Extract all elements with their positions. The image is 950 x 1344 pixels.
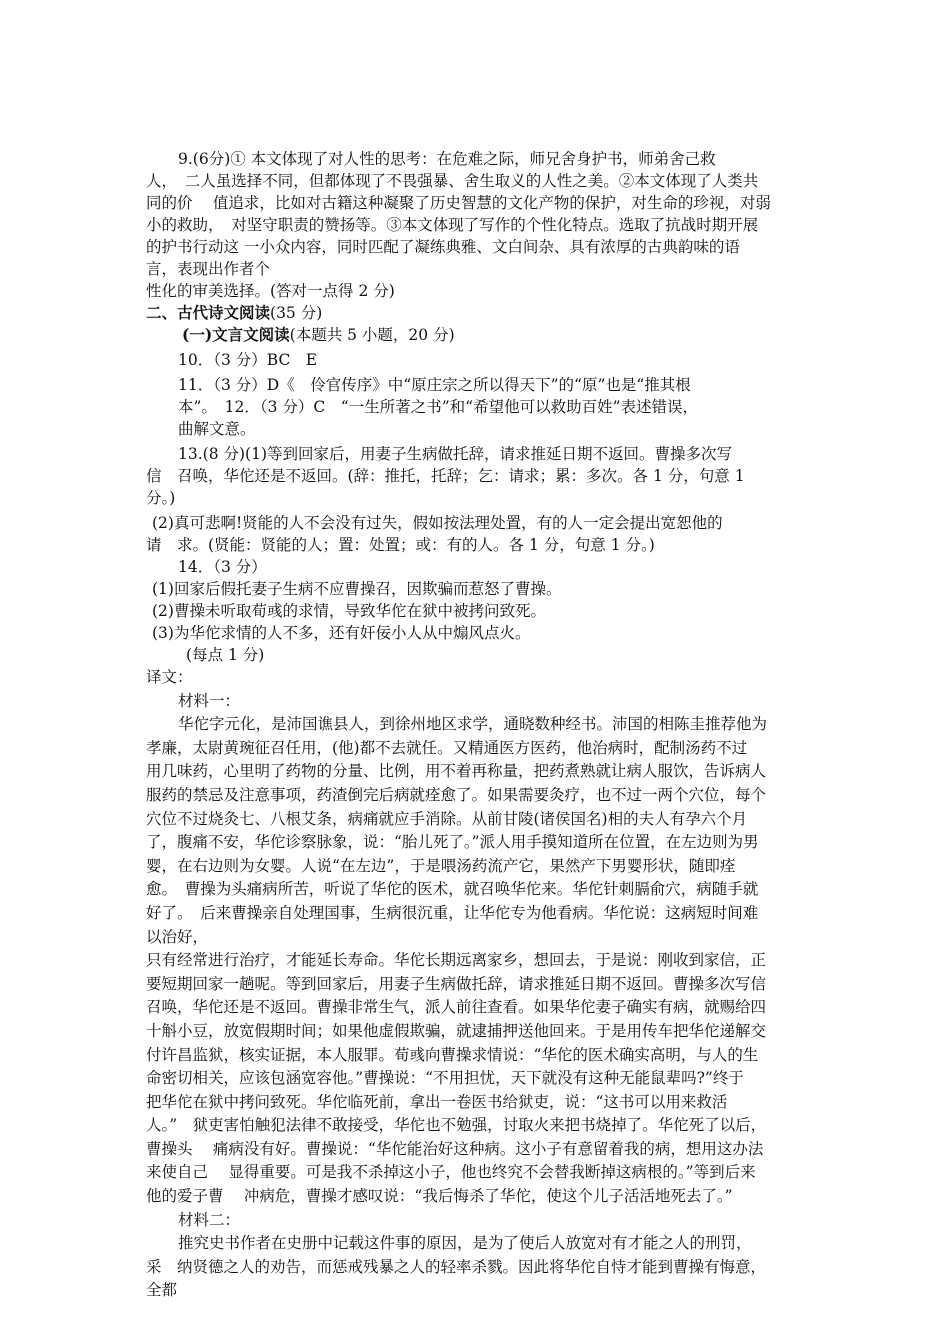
text-line: 只有经常进行治疗，才能延长寿命。华佗长期远离家乡，想回去，于是说：刚收到家信，正 [146,951,767,970]
text-line: 性化的审美选择。(答对一点得 2 分) [146,282,395,300]
text-line: 采 纳贤德之人的劝告，而惩戒残暴之人的轻率杀戮。因此将华佗自恃才能到曹操有悔意， [146,1257,767,1276]
q13-answer [146,443,800,556]
text-line: (2)曹操未听取荀彧的求情，导致华佗在狱中被拷问致死。 [152,602,546,620]
text-line: 言，表现出作者个 [146,260,271,278]
text-line: (3)为华佗求情的人不多，还有奸佞小人从中煽风点火。 [152,624,531,642]
text-line: 同的价 值追求，比如对古籍这种凝聚了历史智慧的文化产物的保护，对生命的珍视，对弱 [146,194,771,212]
text-line: 全都 [146,1281,178,1300]
text-line: 信 召唤，华佗还是不返回。(辞：推托，托辞；乞：请求；累：多次。各 1 分，句意 1 [146,467,745,485]
text-line: 曲解文意。 [178,420,256,438]
q11-12-answer [146,374,800,440]
section-title: 二、古代诗文阅读 [146,303,271,322]
text-line: 人。” 狱吏害怕触犯法律不敢接受，华佗也不勉强，讨取火来把书烧掉了。华佗死了以后， [146,1116,767,1135]
subsection-note: (本题共 5 小题，20 分) [289,326,455,344]
text-line: 以治好， [146,927,209,946]
q14-answer [146,556,800,666]
text-line: 推究史书作者在史册中记载这件事的原因，是为了使后人放宽对有才能之人的刑罚， [178,1234,752,1253]
text-line: 付许昌监狱，核实证据，本人服罪。荀彧向曹操求情说：“华佗的医术确实高明，与人的生 [146,1045,759,1064]
text-line: 穴位不过烧灸七、八根艾条，病痛就应手消除。从前甘陵(诸侯国名)相的夫人有孕六个月 [146,809,748,828]
material-one-label: 材料一： [178,691,241,710]
subsection-title: (一)文言文阅读 [182,325,290,344]
text-line: 本”。 12．（3 分）C “一生所著之书”和“希望他可以救助百姓”表述错误， [178,398,698,416]
text-line: 请 求。(贤能：贤能的人；置：处置；或：有的人。各 1 分，句意 1 分。) [146,536,655,554]
text-line: (2)真可悲啊!贤能的人不会没有过失，假如按法理处置，有的人一定会提出宽恕他的 [152,514,723,532]
text-line: 愈。 曹操为头痛病所苦，听说了华佗的医术，就召唤华佗来。华佗针刺膈俞穴，病随手就 [146,880,759,899]
text-line: 把华佗在狱中拷问致死。华佗临死前，拿出一卷医书给狱吏，说：“这书可以用来救活 [146,1092,728,1111]
text-line: 的护书行动这 一小众内容，同时匹配了凝练典雅、文白间杂、具有浓厚的古典韵味的语 [146,238,740,256]
text-line: 11．（3 分）D《 伶官传序》中“原庄宗之所以得天下”的“原”也是“推其根 [178,376,691,394]
text-line: 分。) [146,489,176,507]
material-two-label: 材料二： [178,1210,241,1229]
text-line: 命密切相关，应该包涵宽容他。”曹操说：“不用担忧，天下就没有这种无能鼠辈吗?”终于 [146,1069,744,1088]
text-line: 孝廉，太尉黄琬征召任用，(他)都不去就任。又精通医方医药，他治病时，配制汤药不过 [146,738,748,757]
text-line: 召唤，华佗还是不返回。曹操非常生气，派人前往查看。如果华佗妻子确实有病，就赐给四 [146,998,767,1017]
text-line: 十斛小豆，放宽假期时间；如果他虚假欺骗，就逮捕押送他回来。于是用传车把华佗递解交 [146,1021,767,1040]
text-line: 曹操头 痛病没有好。曹操说：“华佗能治好这种病。这小子有意留着我的病，想用这办法 [146,1139,764,1158]
text-line: 好了。 后来曹操亲自处理国事，生病很沉重，让华佗专为他看病。华佗说：这病短时间难 [146,903,759,922]
translation-block [146,666,800,1303]
text-line: 来使自己 显得重要。可是我不杀掉这小子，他也终究不会替我断掉这病根的。”等到后来 [146,1163,756,1182]
text-line: 他的爱子曹 冲病危，曹操才感叹说：“我后悔杀了华佗，使这个儿子活活地死去了。” [146,1187,733,1206]
text-line: 要短期回家一趟呢。等到回家后，用妻子生病做托辞，请求推延日期不返回。曹操多次写信 [146,974,767,993]
q14-note: (每点 1 分) [186,646,265,664]
section-score: (35 分) [270,304,323,322]
q9-answer [146,148,800,302]
text-line: 用几味药，心里明了药物的分量、比例，用不着再称量，把药煮熟就让病人服饮，告诉病人 [146,762,767,781]
text-line: 小的救助， 对坚守职责的赞扬等。③本文体现了写作的个性化特点。选取了抗战时期开展 [146,216,759,234]
text-line: 服药的禁忌及注意事项，药渣倒完后病就痊愈了。如果需要灸疗，也不过一两个穴位，每个 [146,785,767,804]
text-line: 华佗字元化，是沛国谯县人，到徐州地区求学，通晓数种经书。沛国的相陈圭推荐他为 [178,715,768,734]
translation-label: 译文： [146,668,193,686]
text-line: 13.(8 分)(1)等到回家后，用妻子生病做托辞，请求推延日期不返回。曹操多次写 [178,445,732,463]
text-line: 婴，在右边则为女婴。人说“在左边”，于是喂汤药流产它，果然产下男婴形状，随即痊 [146,856,736,875]
q10-answer: 10．（3 分）BC E [178,351,318,369]
section-heading [146,302,800,324]
text-line: 9.(6分)① 本文体现了对人性的思考：在危难之际，师兄舍身护书，师弟舍己救 [178,150,716,168]
text-line: 人， 二人虽选择不同，但都体现了不畏强暴、舍生取义的人性之美。②本文体现了人类共 [146,172,759,190]
q14-heading: 14．（3 分） [178,558,267,576]
text-line: (1)回家后假托妻子生病不应曹操召，因欺骗而惹怒了曹操。 [152,580,562,598]
subsection-heading [146,324,800,346]
text-line: 了，腹痛不安，华佗诊察脉象，说：“胎儿死了。”派人用手摸知道所在位置，在左边则为男 [146,833,759,852]
